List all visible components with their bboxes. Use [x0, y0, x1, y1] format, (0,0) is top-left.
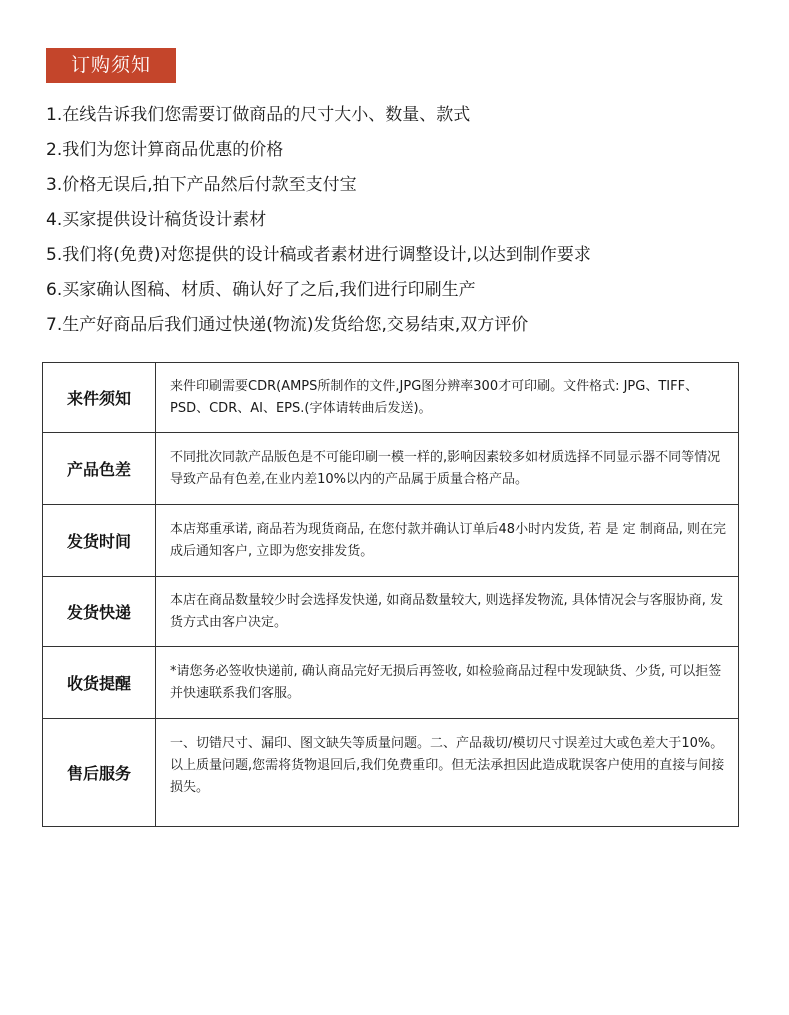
table-row	[43, 577, 739, 647]
row-label: 收货提醒	[43, 647, 156, 719]
page-title: 订购须知	[46, 48, 176, 83]
table-row	[43, 433, 739, 505]
row-label: 发货快递	[43, 577, 156, 647]
row-content: 本店郑重承诺, 商品若为现货商品, 在您付款并确认订单后48小时内发货, 若 是 定 制商品, 则在完成后通知客户, 立即为您安排发货。	[156, 505, 739, 577]
step-item: 1.在线告诉我们您需要订做商品的尺寸大小、数量、款式	[46, 105, 471, 125]
table-row	[43, 363, 739, 433]
row-content: 来件印刷需要CDR(AMPS所制作的文件,JPG图分辨率300才可印刷。文件格式: JPG、TIFF、PSD、CDR、AI、EPS.(字体请转曲后发送)。	[156, 363, 739, 433]
row-content: 一、切错尺寸、漏印、图文缺失等质量问题。二、产品裁切/模切尺寸误差过大或色差大于10%。以上质量问题,您需将货物退回后,我们免费重印。但无法承担因此造成耽误客户使用的直接与间接损失。	[156, 719, 739, 827]
step-item: 5.我们将(免费)对您提供的设计稿或者素材进行调整设计,以达到制作要求	[46, 245, 591, 265]
table-row	[43, 647, 739, 719]
table-row	[43, 505, 739, 577]
row-content: 不同批次同款产品版色是不可能印刷一模一样的,影响因素较多如材质选择不同显示器不同等情况导致产品有色差,在业内差10%以内的产品属于质量合格产品。	[156, 433, 739, 505]
row-label: 来件须知	[43, 363, 156, 433]
step-item: 7.生产好商品后我们通过快递(物流)发货给您,交易结束,双方评价	[46, 315, 529, 335]
order-steps-list	[46, 98, 746, 343]
step-item: 3.价格无误后,拍下产品然后付款至支付宝	[46, 175, 357, 195]
row-label: 发货时间	[43, 505, 156, 577]
row-label: 售后服务	[43, 719, 156, 827]
row-content: *请您务必签收快递前, 确认商品完好无损后再签收, 如检验商品过程中发现缺货、少货, 可以拒签并快速联系我们客服。	[156, 647, 739, 719]
row-label: 产品色差	[43, 433, 156, 505]
notice-table	[42, 362, 739, 827]
table-row	[43, 719, 739, 827]
step-item: 6.买家确认图稿、材质、确认好了之后,我们进行印刷生产	[46, 280, 476, 300]
step-item: 4.买家提供设计稿货设计素材	[46, 210, 267, 230]
row-content: 本店在商品数量较少时会选择发快递, 如商品数量较大, 则选择发物流, 具体情况会与客服协商, 发货方式由客户决定。	[156, 577, 739, 647]
step-item: 2.我们为您计算商品优惠的价格	[46, 140, 284, 160]
